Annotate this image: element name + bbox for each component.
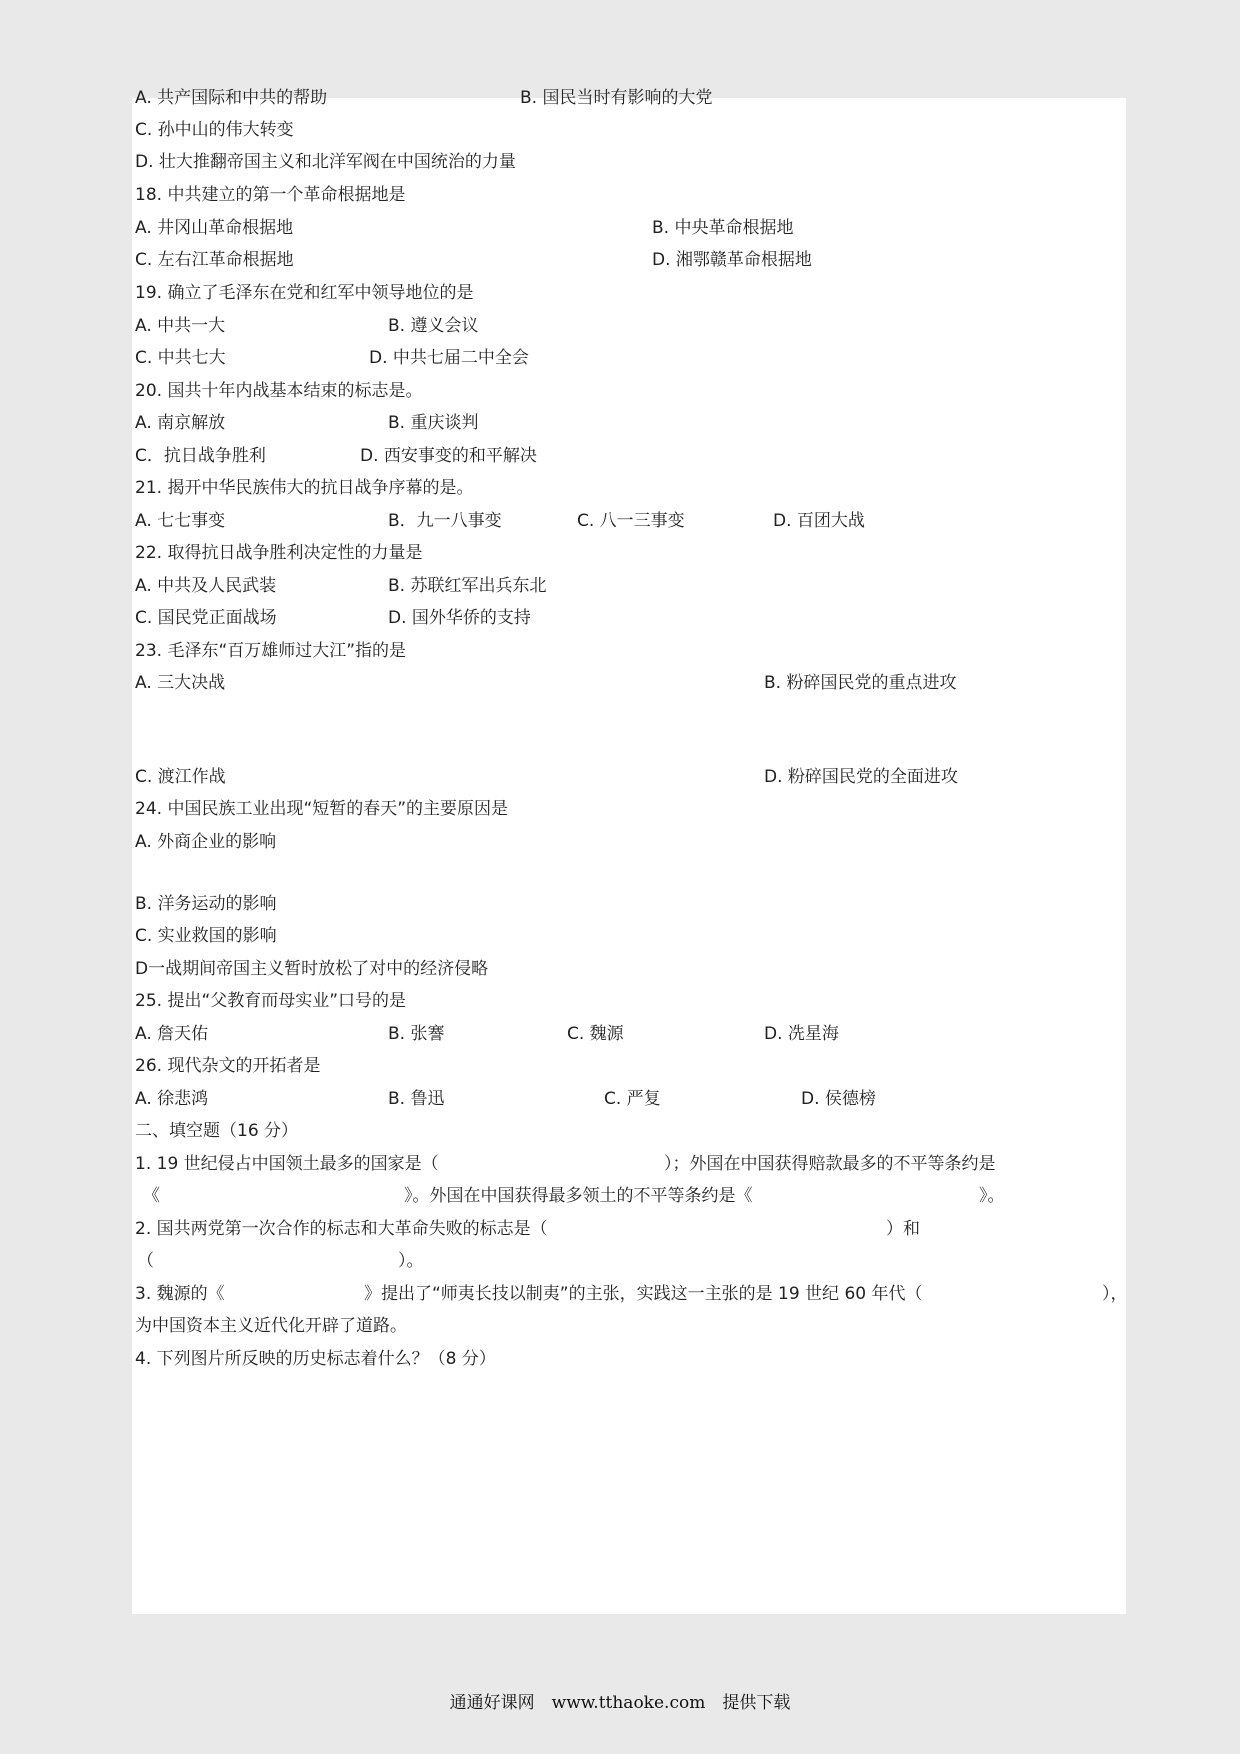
text-line: C. 严复	[604, 1089, 661, 1109]
text-line: A. 七七事变	[135, 511, 226, 531]
text-line: D. 国外华侨的支持	[388, 608, 531, 628]
text-line: A. 外商企业的影响	[135, 832, 277, 852]
text-line: D. 西安事变的和平解决	[360, 446, 537, 466]
text-line: C. 魏源	[567, 1024, 624, 1044]
text-line: 1. 19 世纪侵占中国领土最多的国家是（	[135, 1154, 439, 1174]
text-line: B. 洋务运动的影响	[135, 894, 277, 914]
text-line: D. 湘鄂赣革命根据地	[652, 250, 812, 270]
text-line: A. 井冈山革命根据地	[135, 218, 294, 238]
text-line: D. 百团大战	[773, 511, 865, 531]
text-line: C. 中共七大	[135, 348, 226, 368]
text-line: 4. 下列图片所反映的历史标志着什么？（8 分）	[135, 1349, 496, 1369]
text-line: B. 张謇	[388, 1024, 445, 1044]
text-line: A. 詹天佑	[135, 1024, 209, 1044]
text-line: C. 国民党正面战场	[135, 608, 277, 628]
text-line: 18. 中共建立的第一个革命根据地是	[135, 185, 406, 205]
text-line: 21. 揭开中华民族伟大的抗日战争序幕的是。	[135, 478, 474, 498]
text-line: ）；外国在中国获得赔款最多的不平等条约是	[664, 1154, 996, 1174]
text-line: 19. 确立了毛泽东在党和红军中领导地位的是	[135, 283, 474, 303]
text-line: B. 重庆谈判	[388, 413, 479, 433]
text-line: D. 侯德榜	[801, 1089, 876, 1109]
text-line: B. 苏联红军出兵东北	[388, 576, 547, 596]
text-line: 3. 魏源的《	[135, 1284, 225, 1304]
text-line: 2. 国共两党第一次合作的标志和大革命失败的标志是（	[135, 1219, 548, 1239]
text-line: B. 鲁迅	[388, 1089, 445, 1109]
text-line: D. 粉碎国民党的全面进攻	[764, 767, 958, 787]
text-line: D. 冼星海	[764, 1024, 839, 1044]
footer-credit: 通通好课网 www.tthaoke.com 提供下载	[449, 1693, 791, 1713]
text-line: 20. 国共十年内战基本结束的标志是。	[135, 381, 423, 401]
text-line: B. 国民当时有影响的大党	[520, 88, 713, 108]
text-line: 24. 中国民族工业出现“短暂的春天”的主要原因是	[135, 799, 509, 819]
text-line: D一战期间帝国主义暂时放松了对中的经济侵略	[135, 959, 489, 979]
text-line: C. 渡江作战	[135, 767, 226, 787]
text-line: B. 遵义会议	[388, 316, 479, 336]
text-line: A. 中共一大	[135, 316, 226, 336]
text-line: C. 八一三事变	[577, 511, 685, 531]
text-line: B．九一八事变	[388, 511, 502, 531]
text-line: A. 南京解放	[135, 413, 226, 433]
text-line: A. 徐悲鸿	[135, 1089, 209, 1109]
text-line: 为中国资本主义近代化开辟了道路。	[135, 1316, 407, 1336]
text-line: ）。	[398, 1251, 424, 1271]
text-line: 23. 毛泽东“百万雄师过大江”指的是	[135, 641, 407, 661]
text-line: B. 粉碎国民党的重点进攻	[764, 673, 957, 693]
text-line: A. 共产国际和中共的帮助	[135, 88, 328, 108]
text-line: D. 壮大推翻帝国主义和北洋军阀在中国统治的力量	[135, 152, 516, 172]
text-line: A. 中共及人民武装	[135, 576, 277, 596]
text-line: 26. 现代杂文的开拓者是	[135, 1056, 321, 1076]
text-line: C. 左右江革命根据地	[135, 250, 294, 270]
text-line: 22. 取得抗日战争胜利决定性的力量是	[135, 543, 423, 563]
text-line: D. 中共七届二中全会	[369, 348, 529, 368]
text-line: （	[137, 1251, 154, 1271]
text-line: 》。	[979, 1186, 1005, 1206]
document-page	[132, 98, 1126, 1614]
text-line: A. 三大决战	[135, 673, 226, 693]
text-line: C. 孙中山的伟大转变	[135, 120, 294, 140]
text-line: C. 实业救国的影响	[135, 926, 277, 946]
text-line: B. 中央革命根据地	[652, 218, 794, 238]
text-line: 25. 提出“父教育而母实业”口号的是	[135, 991, 407, 1011]
text-line: 》。外国在中国获得最多领土的不平等条约是《	[404, 1186, 753, 1206]
text-line: ），	[1102, 1284, 1128, 1304]
text-line: C．抗日战争胜利	[135, 446, 266, 466]
text-line: 》提出了“师夷长技以制夷”的主张，实践这一主张的是 19 世纪 60 年代（	[364, 1284, 923, 1304]
text-line: 《	[143, 1186, 160, 1206]
text-line: 二、填空题（16 分）	[135, 1121, 299, 1141]
text-line: ）和	[886, 1219, 920, 1239]
